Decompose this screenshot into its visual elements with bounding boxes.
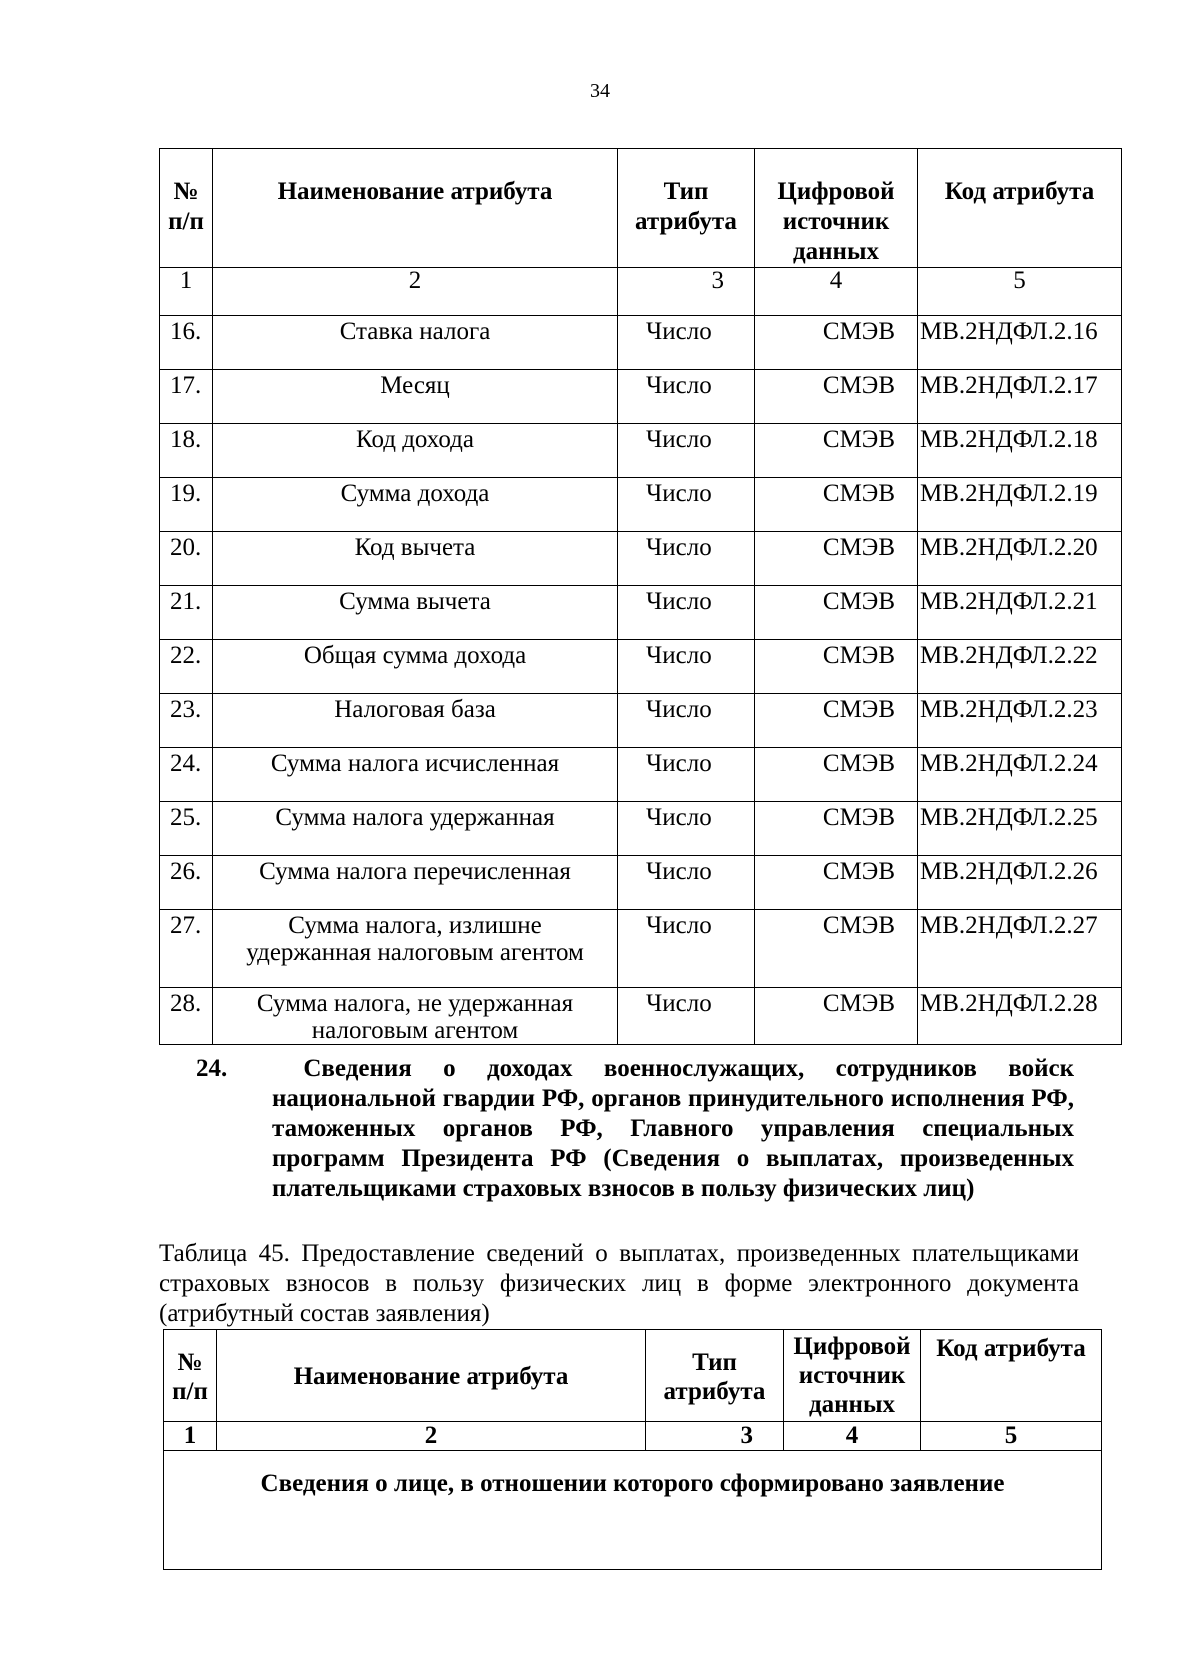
header-attribute-code: Код атрибута [918,149,1122,268]
column-number: 5 [918,268,1122,316]
table-row [160,988,1122,1045]
row-number: 19. [160,478,213,532]
section-row [164,1451,1102,1570]
table-row [160,694,1122,748]
attribute-name: Налоговая база [213,694,618,748]
data-source: СМЭВ [755,640,918,694]
table-header-row [160,149,1122,268]
header-data-source: Цифровой источник данных [784,1330,921,1422]
table-row [160,316,1122,370]
attribute-code: МВ.2НДФЛ.2.25 [918,802,1122,856]
column-numbers-row [160,268,1122,316]
column-number: 4 [755,268,918,316]
attribute-code: МВ.2НДФЛ.2.26 [918,856,1122,910]
attribute-type: Число [618,748,755,802]
row-number: 16. [160,316,213,370]
column-number: 3 [646,1422,784,1451]
attribute-name: Общая сумма дохода [213,640,618,694]
data-source: СМЭВ [755,424,918,478]
table-row [160,586,1122,640]
data-source: СМЭВ [755,910,918,988]
attribute-type: Число [618,316,755,370]
data-source: СМЭВ [755,586,918,640]
attribute-name: Сумма налога исчисленная [213,748,618,802]
column-number: 1 [164,1422,217,1451]
table-row [160,532,1122,586]
row-number: 20. [160,532,213,586]
row-number: 21. [160,586,213,640]
table-row [160,748,1122,802]
attribute-name: Код вычета [213,532,618,586]
attributes-table-continued [159,148,1122,1045]
column-numbers-row [164,1422,1102,1451]
column-number: 4 [784,1422,921,1451]
attribute-code: МВ.2НДФЛ.2.21 [918,586,1122,640]
header-attribute-type: Тип атрибута [618,149,755,268]
table-row [160,640,1122,694]
data-source: СМЭВ [755,478,918,532]
attribute-code: МВ.2НДФЛ.2.27 [918,910,1122,988]
attribute-type: Число [618,640,755,694]
row-number: 18. [160,424,213,478]
table-row [160,910,1122,988]
attribute-code: МВ.2НДФЛ.2.16 [918,316,1122,370]
attribute-code: МВ.2НДФЛ.2.24 [918,748,1122,802]
table-row [160,478,1122,532]
attribute-name: Код дохода [213,424,618,478]
attribute-name: Сумма налога удержанная [213,802,618,856]
row-number: 25. [160,802,213,856]
attribute-name: Сумма налога, не удержанная налоговым агентом [213,988,618,1045]
table-row [160,370,1122,424]
attribute-code: МВ.2НДФЛ.2.19 [918,478,1122,532]
attribute-code: МВ.2НДФЛ.2.22 [918,640,1122,694]
section-title: Сведения о доходах военнослужащих, сотрудников войск национальной гвардии РФ, органов принудительного исполнения РФ, таможенных органов РФ, Главного управления специальных программ Президента РФ (Сведения о выплатах, произведенных плательщиками страховых взносов в пользу физических лиц) [272,1055,1075,1202]
attribute-type: Число [618,532,755,586]
row-number: 22. [160,640,213,694]
attribute-code: МВ.2НДФЛ.2.18 [918,424,1122,478]
attribute-name: Сумма налога перечисленная [213,856,618,910]
attribute-name: Сумма налога, излишне удержанная налоговым агентом [213,910,618,988]
attribute-type: Число [618,988,755,1045]
table-header-row [164,1330,1102,1422]
column-number: 3 [618,268,755,316]
column-number: 2 [217,1422,646,1451]
data-source: СМЭВ [755,988,918,1045]
header-attribute-code: Код атрибута [921,1330,1102,1422]
attribute-type: Число [618,478,755,532]
row-number: 23. [160,694,213,748]
column-number: 2 [213,268,618,316]
table-row [160,802,1122,856]
page-number: 34 [590,80,610,102]
attribute-code: МВ.2НДФЛ.2.20 [918,532,1122,586]
row-number: 24. [160,748,213,802]
table-row [160,856,1122,910]
data-source: СМЭВ [755,748,918,802]
data-source: СМЭВ [755,316,918,370]
attributes-table-45 [163,1329,1102,1570]
attribute-name: Сумма дохода [213,478,618,532]
attribute-name: Ставка налога [213,316,618,370]
header-attribute-name: Наименование атрибута [217,1330,646,1422]
header-attribute-type: Тип атрибута [646,1330,784,1422]
table-caption: Таблица 45. Предоставление сведений о выплатах, произведенных плательщиками страховых взносов в пользу физических лиц в форме электронного документа (атрибутный состав заявления) [159,1240,1079,1327]
header-number: № п/п [164,1330,217,1422]
data-source: СМЭВ [755,856,918,910]
row-number: 28. [160,988,213,1045]
attribute-type: Число [618,910,755,988]
row-number: 26. [160,856,213,910]
attribute-code: МВ.2НДФЛ.2.23 [918,694,1122,748]
column-number: 1 [160,268,213,316]
attribute-type: Число [618,424,755,478]
section-number: 24. [196,1055,228,1082]
attribute-name: Месяц [213,370,618,424]
header-attribute-name: Наименование атрибута [213,149,618,268]
column-number: 5 [921,1422,1102,1451]
header-number: № п/п [160,149,213,268]
attribute-type: Число [618,586,755,640]
data-source: СМЭВ [755,370,918,424]
row-number: 27. [160,910,213,988]
attribute-name: Сумма вычета [213,586,618,640]
section-heading [196,1054,1075,1204]
data-source: СМЭВ [755,532,918,586]
data-source: СМЭВ [755,802,918,856]
attribute-type: Число [618,856,755,910]
row-number: 17. [160,370,213,424]
data-source: СМЭВ [755,694,918,748]
attribute-code: МВ.2НДФЛ.2.28 [918,988,1122,1045]
header-data-source: Цифровой источник данных [755,149,918,268]
attribute-type: Число [618,370,755,424]
section-row-label: Сведения о лице, в отношении которого сформировано заявление [164,1451,1102,1570]
attribute-type: Число [618,694,755,748]
attribute-code: МВ.2НДФЛ.2.17 [918,370,1122,424]
attribute-type: Число [618,802,755,856]
table-row [160,424,1122,478]
